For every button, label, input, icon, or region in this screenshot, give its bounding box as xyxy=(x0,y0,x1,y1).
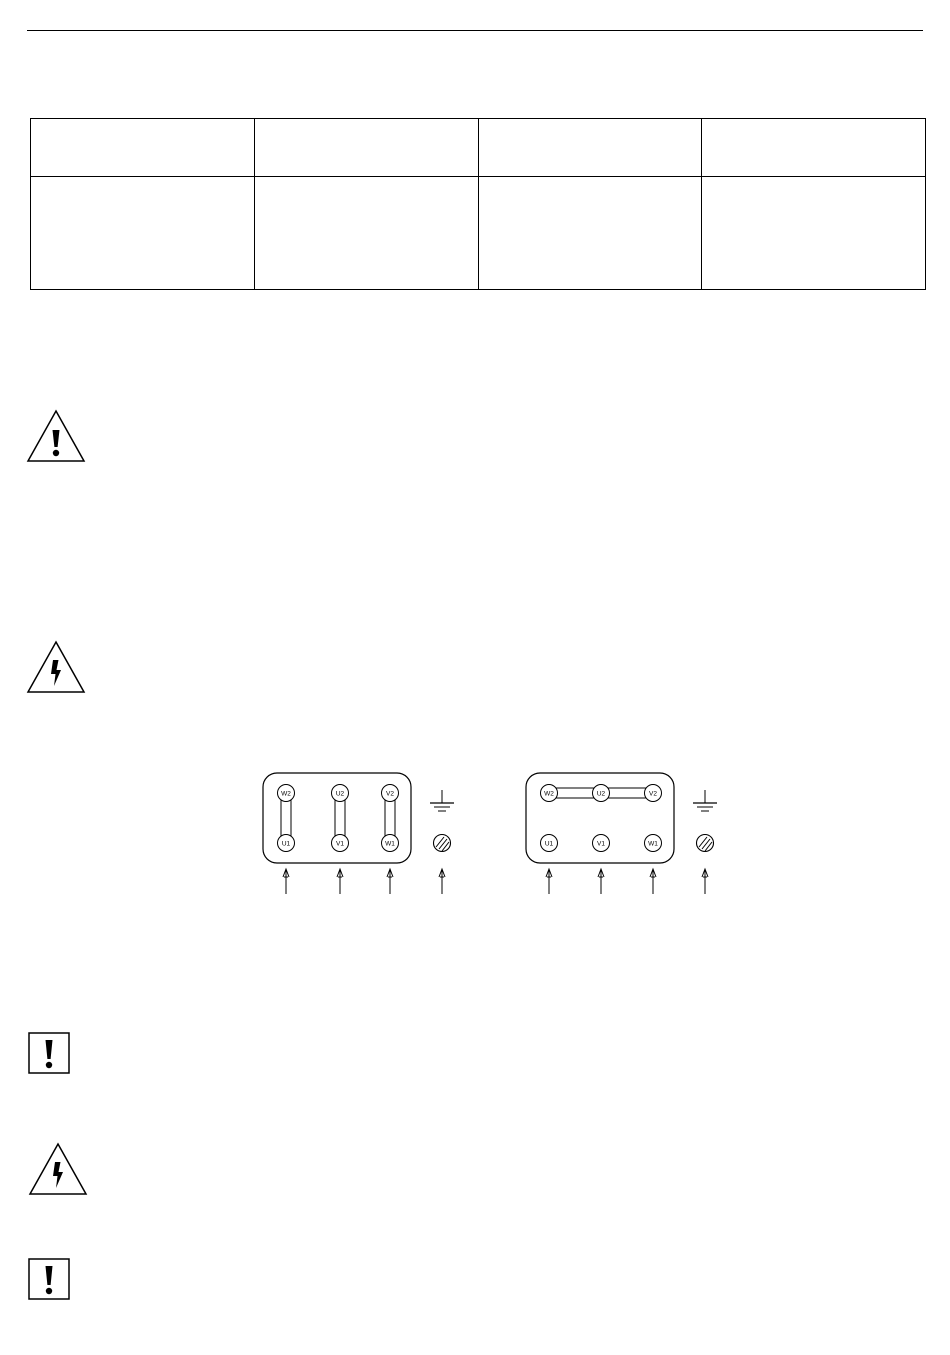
table-cell xyxy=(702,177,926,290)
terminal-u1 xyxy=(278,835,295,852)
terminal-u1 xyxy=(541,835,558,852)
table-cell xyxy=(31,177,255,290)
table-cell xyxy=(478,177,702,290)
terminal-v2 xyxy=(645,785,662,802)
table-cell xyxy=(478,119,702,177)
table-header-row xyxy=(31,119,926,177)
svg-text:W2: W2 xyxy=(281,790,291,798)
svg-text:V2: V2 xyxy=(386,790,394,798)
svg-text:W1: W1 xyxy=(648,840,658,848)
ground-icon xyxy=(430,790,454,811)
terminal-u2 xyxy=(332,785,349,802)
top-rule xyxy=(27,30,923,31)
table-cell xyxy=(702,119,926,177)
svg-text:W2: W2 xyxy=(544,790,554,798)
ground-icon xyxy=(693,790,717,811)
terminal-v2 xyxy=(382,785,399,802)
svg-text:U2: U2 xyxy=(335,790,345,798)
terminal-w1 xyxy=(382,835,399,852)
wiring-diagram-delta xyxy=(525,770,725,898)
note-exclamation-icon xyxy=(28,1258,71,1301)
electrical-hazard-icon xyxy=(28,1142,88,1196)
table-cell xyxy=(31,119,255,177)
note-exclamation-icon xyxy=(28,1032,71,1075)
terminal-v1 xyxy=(593,835,610,852)
terminal-u2 xyxy=(593,785,610,802)
spec-table xyxy=(30,118,926,290)
svg-text:V1: V1 xyxy=(597,840,605,848)
ground-terminal-icon xyxy=(697,835,714,852)
supply-arrows xyxy=(283,869,445,894)
svg-text:V1: V1 xyxy=(336,840,344,848)
terminal-w2 xyxy=(541,785,558,802)
table-cell xyxy=(254,177,478,290)
table-row xyxy=(31,177,926,290)
electrical-hazard-icon xyxy=(26,640,86,694)
ground-terminal-icon xyxy=(434,835,451,852)
supply-arrows xyxy=(546,869,708,894)
table-cell xyxy=(254,119,478,177)
wiring-diagram-star xyxy=(262,770,462,898)
svg-text:U1: U1 xyxy=(281,840,291,848)
warning-exclamation-icon xyxy=(26,409,86,463)
terminal-w1 xyxy=(645,835,662,852)
terminal-w2 xyxy=(278,785,295,802)
svg-text:U1: U1 xyxy=(544,840,554,848)
svg-text:V2: V2 xyxy=(649,790,657,798)
svg-text:W1: W1 xyxy=(385,840,395,848)
terminal-v1 xyxy=(332,835,349,852)
svg-text:U2: U2 xyxy=(596,790,606,798)
